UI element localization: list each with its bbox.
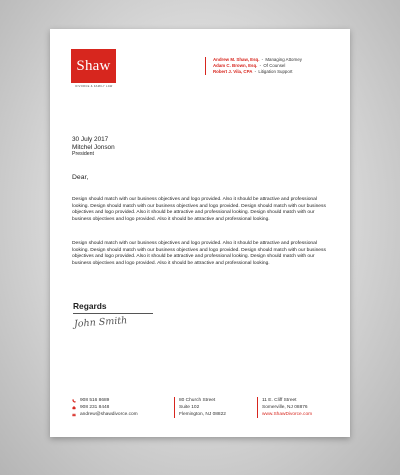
body-paragraph-2: Design should match with our business objectives and logo provided. Also it should be attractive and professional looking. Design should match with our business objectives and logo provided. Design should match with our business objectives and logo provided. Also it should be attractive and professional looking. Design should match with our business objectives and logo provided. Also it should be attractive and professional looking. — [72, 241, 326, 266]
attorney-name: Robert J. Vila, CPA — [213, 69, 253, 74]
logo-text: Shaw — [76, 57, 111, 74]
footer-website: www.ShawDivorce.com — [262, 412, 313, 417]
letter-date: 30 July 2017 — [72, 136, 109, 143]
attorney-line — [213, 69, 302, 75]
attorney-name: Andrew M. Shaw, Esq. — [213, 57, 260, 62]
footer-phone-2: 908 231 8448 — [72, 404, 138, 411]
footer-address-1: 80 Church Street Suite 102 Flemington, NJ 08822 — [174, 397, 226, 418]
attorney-title: Litigation Support — [258, 69, 293, 74]
logo — [71, 49, 116, 83]
signature: John Smith — [73, 315, 128, 330]
footer-address-2: 11 E. Cliff Street Somerville, NJ 08876 www.ShawDivorce.com — [257, 397, 312, 418]
body-paragraph-1: Design should match with our business objectives and logo provided. Also it should be attractive and professional looking. Design should match with our business objectives and logo provided. Design should match with our business objectives and logo provided. Also it should be attractive and professional looking. Design should match with our business objectives and logo provided. Also it should be attractive and professional looking. — [72, 197, 326, 222]
recipient-name: Mitchel Jonson — [72, 143, 115, 151]
letterhead-page — [50, 29, 350, 437]
attorney-title: Managing Attorney — [265, 57, 302, 62]
fax-icon — [72, 406, 76, 410]
attorney-separator: - — [259, 63, 262, 68]
phone-icon — [72, 399, 76, 403]
attorney-list — [205, 57, 302, 75]
logo-subtitle: DIVORCE & FAMILY LAW — [75, 85, 113, 88]
attorney-separator: - — [261, 57, 264, 62]
attorney-title: Of Counsel — [263, 63, 286, 68]
closing: Regards — [73, 301, 107, 311]
signature-divider — [73, 313, 153, 314]
footer-contact — [72, 397, 138, 418]
footer-email: andrew@shawdivorce.com — [72, 411, 138, 418]
email-icon — [72, 413, 76, 417]
date-recipient-block — [72, 136, 115, 159]
salutation: Dear, — [72, 174, 89, 181]
attorney-separator: - — [254, 69, 257, 74]
footer-phone-1: 908 516 8689 — [72, 397, 138, 404]
attorney-name: Adam C. Brown, Esq. — [213, 63, 258, 68]
recipient-title: President — [72, 151, 94, 158]
